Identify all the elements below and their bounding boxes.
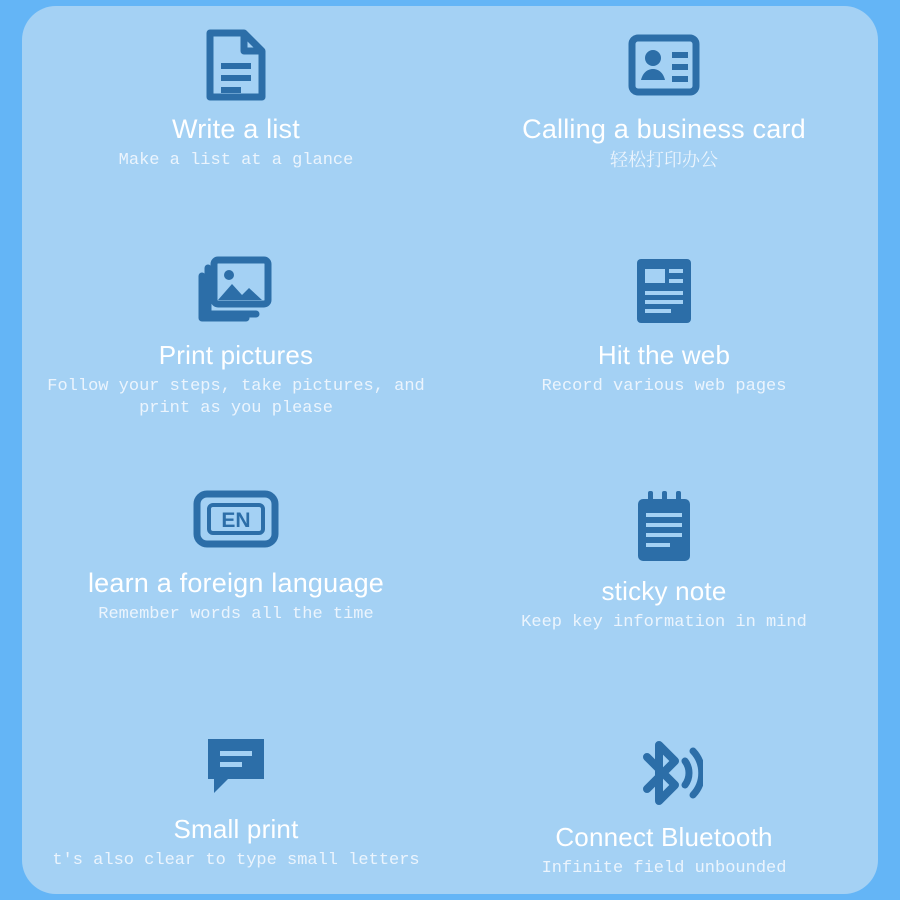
feature-card-business-card[interactable] — [450, 6, 878, 228]
photos-stack-icon — [198, 248, 274, 334]
web-page-icon — [633, 248, 695, 334]
sticky-note-icon — [632, 484, 696, 570]
feature-title: sticky note — [601, 576, 727, 606]
feature-card-write-a-list[interactable] — [22, 6, 450, 228]
chat-bubble-icon — [202, 722, 270, 808]
feature-card-connect-bluetooth[interactable] — [450, 672, 878, 894]
feature-card-print-pictures[interactable] — [22, 228, 450, 450]
feature-subtitle: Make a list at a glance — [118, 151, 354, 170]
english-badge-icon — [193, 476, 279, 562]
feature-title: Connect Bluetooth — [555, 822, 773, 852]
feature-subtitle: Record various web pages — [541, 377, 787, 396]
feature-panel — [22, 6, 878, 894]
feature-title: Write a list — [172, 114, 300, 144]
svg-text:EN: EN — [221, 509, 251, 532]
business-card-icon — [628, 22, 700, 108]
feature-title: Print pictures — [158, 340, 314, 370]
feature-title: Hit the web — [597, 340, 731, 370]
feature-title: Small print — [173, 814, 299, 844]
feature-card-sticky-note[interactable] — [450, 450, 878, 672]
feature-subtitle: Follow your steps, take pictures, and print as you please — [47, 377, 425, 418]
feature-title: Calling a business card — [522, 114, 806, 144]
feature-card-foreign-language[interactable] — [22, 450, 450, 672]
feature-subtitle: Remember words all the time — [98, 605, 374, 624]
feature-grid — [22, 6, 878, 894]
bluetooth-icon — [625, 730, 703, 816]
feature-card-small-print[interactable] — [22, 672, 450, 894]
feature-subtitle: t's also clear to type small letters — [52, 851, 420, 870]
document-lines-icon — [204, 22, 268, 108]
feature-subtitle: 轻松打印办公 — [610, 150, 718, 171]
feature-card-hit-the-web[interactable] — [450, 228, 878, 450]
feature-title: learn a foreign language — [87, 568, 385, 598]
feature-subtitle: Infinite field unbounded — [541, 859, 787, 878]
feature-subtitle: Keep key information in mind — [521, 613, 807, 632]
